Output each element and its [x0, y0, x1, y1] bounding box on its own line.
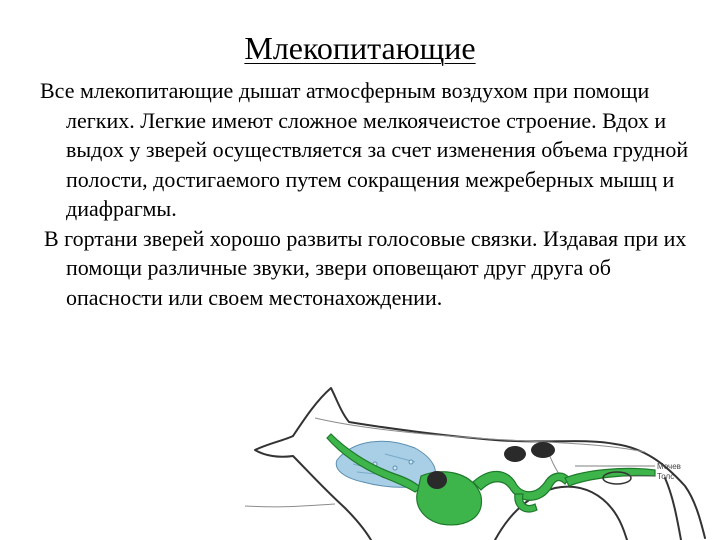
- paragraph-respiration: Все млекопитающие дышат атмосферным воздухом при помощи легких. Легкие имеют сложное мелкоячеистое строение. Вдох и выдох у зверей осуществляется за счет изменения объема грудной полости, достигаемого путем сокращения межреберных мышц и диафрагмы.: [40, 78, 689, 221]
- slide-body: [40, 76, 690, 312]
- label-colon: Толс: [657, 472, 675, 481]
- anatomy-illustration: [245, 378, 715, 540]
- paragraph-vocal-cords: В гортани зверей хорошо развиты голосовые связки. Издавая при их помощи различные звуки, звери оповещают друг друга об опасности или своем местонахождении.: [44, 225, 687, 310]
- kidney-right: [531, 442, 555, 458]
- kidney-left: [504, 446, 526, 462]
- label-bladder: Мочев: [657, 462, 681, 471]
- animal-outline: [255, 388, 705, 540]
- slide-title: Млекопитающие: [244, 30, 476, 66]
- heart: [427, 471, 447, 489]
